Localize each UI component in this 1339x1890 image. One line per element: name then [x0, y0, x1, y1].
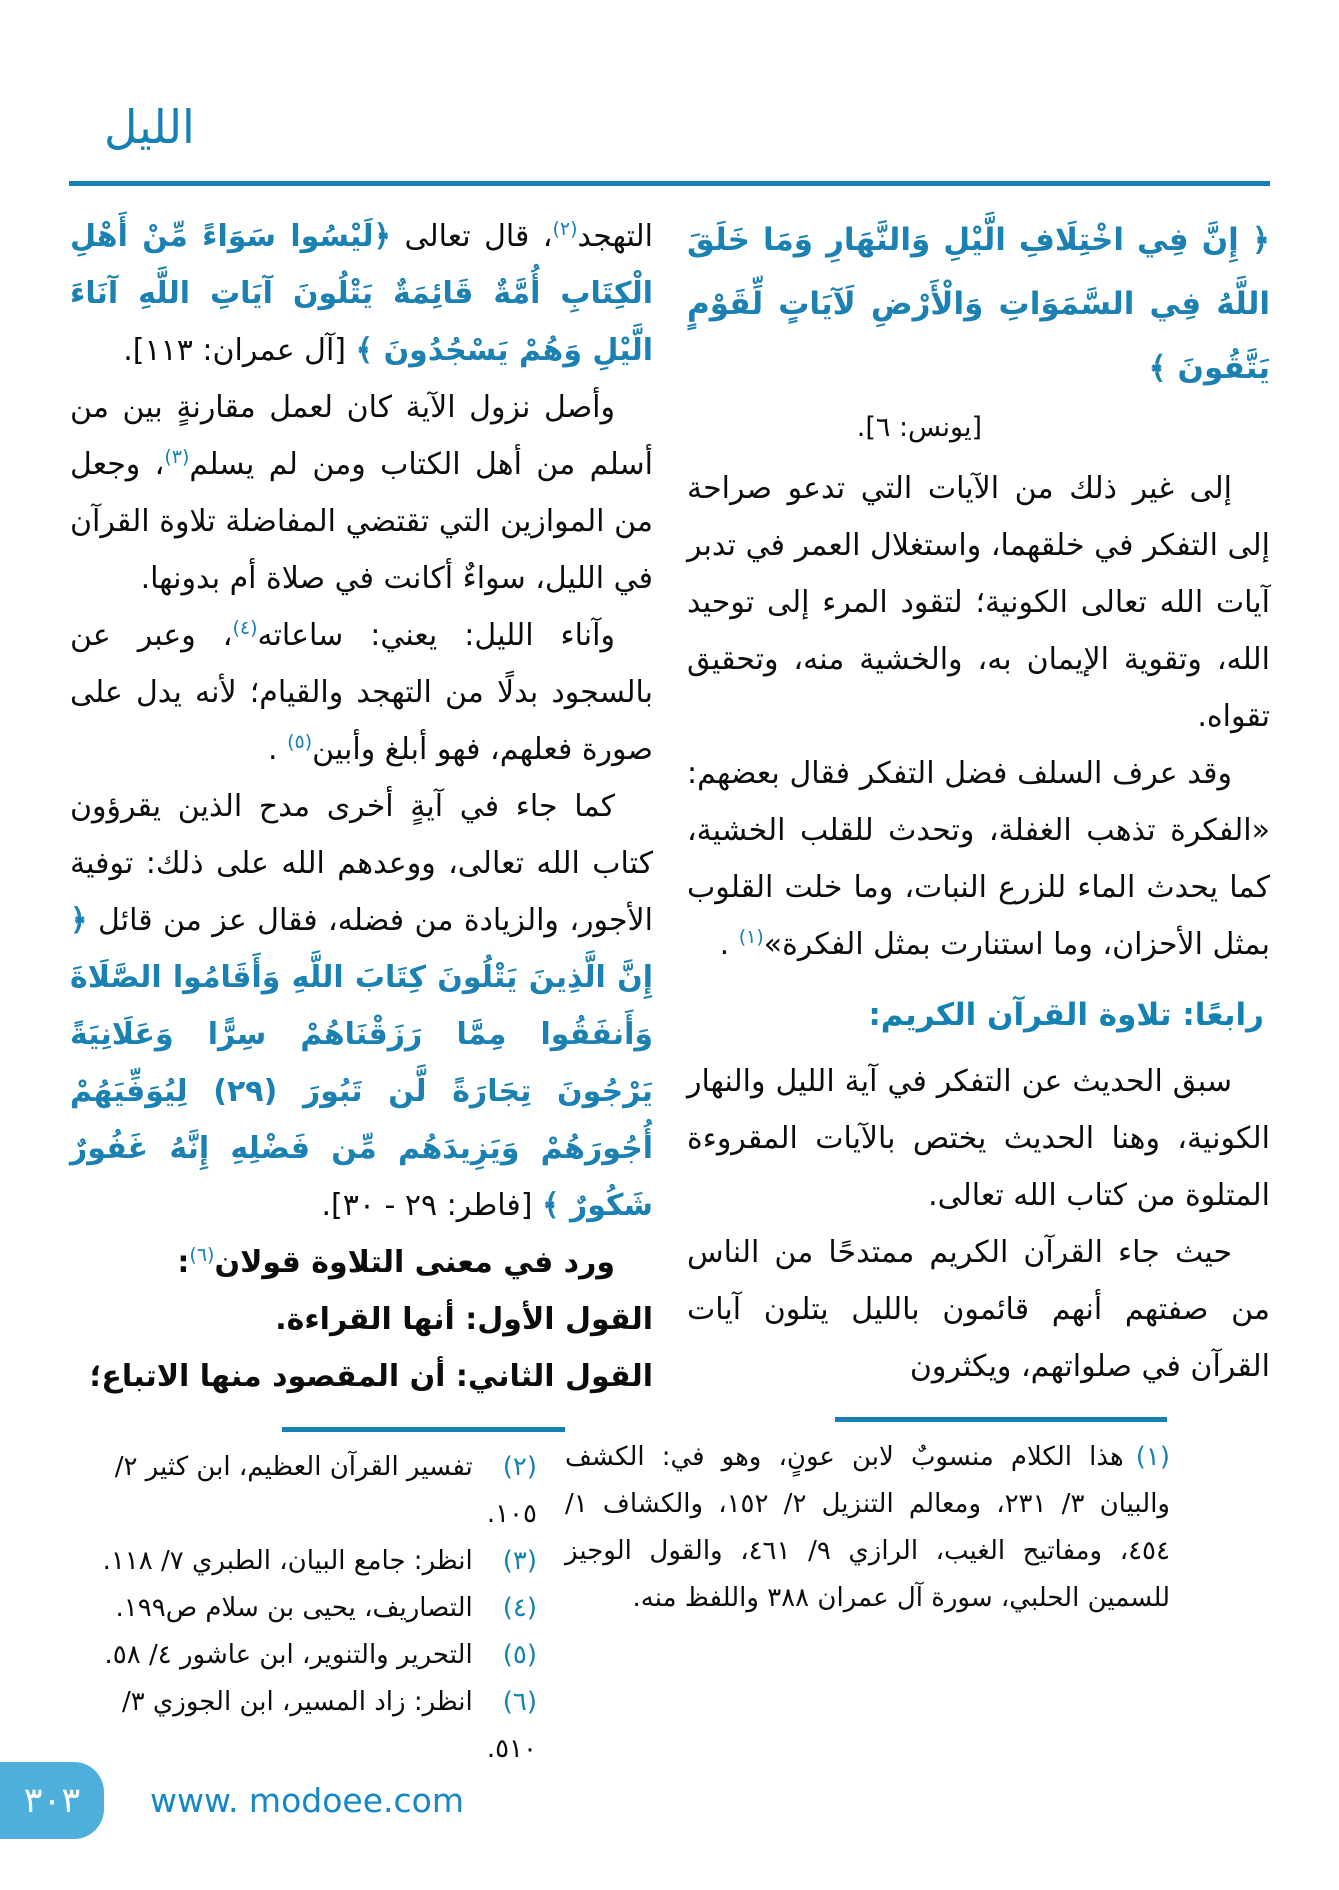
footnote-list — [70, 1444, 537, 1773]
paragraph — [70, 208, 653, 379]
verse-citation: [يونس: ٦]. — [856, 412, 982, 443]
footnote-marker: (١) — [1135, 1442, 1170, 1472]
paragraph — [70, 379, 653, 607]
paragraph-text: . — [268, 732, 288, 767]
header-rule — [69, 181, 1270, 186]
paragraph — [70, 1234, 653, 1291]
footnote-text: التصاريف، يحيى بن سلام ص١٩٩. — [115, 1593, 473, 1623]
footnotes-left — [70, 1427, 653, 1773]
paragraph: حيث جاء القرآن الكريم ممتدحًا من الناس من صفتهم أنهم قائمون بالليل يتلون آيات القرآن في صلواتهم، ويكثرون — [687, 1235, 1270, 1384]
paragraph-text: وآناء الليل: يعني: ساعاته — [257, 618, 615, 653]
footnote-marker: (٤) — [502, 1593, 537, 1623]
website-link[interactable]: www. modoee.com — [150, 1781, 464, 1820]
footnote-marker: (٥) — [502, 1640, 537, 1670]
paragraph-text: وأصل نزول الآية كان لعمل مقارنةٍ بين من أسلم من أهل الكتاب ومن لم يسلم — [70, 390, 653, 482]
footnote-separator — [835, 1417, 1167, 1422]
footnote-ref[interactable]: (٥) — [287, 731, 313, 753]
footnote-marker: (٢) — [502, 1452, 537, 1482]
footnote — [70, 1632, 537, 1679]
footnote-text: انظر: زاد المسير، ابن الجوزي ٣/ ٥١٠. — [121, 1687, 537, 1764]
paragraph-text: التهجد — [577, 219, 653, 254]
verse-citation: [آل عمران: ١١٣]. — [123, 333, 356, 368]
paragraph-text: ، وعبر عن بالسجود بدلًا من التهجد والقيام؛ لأنه يدل على صورة فعلهم، فهو أبلغ وأبين — [70, 618, 653, 767]
footnote-ref[interactable]: (٣) — [164, 446, 190, 468]
footnotes-right — [565, 1417, 1270, 1622]
footnote — [70, 1538, 537, 1585]
footnote-ref[interactable]: (٢) — [552, 218, 578, 240]
quran-verse: ﴿ إِنَّ فِي اخْتِلَافِ الَّيْلِ وَالنَّهَارِ وَمَا خَلَقَ اللَّهُ فِي السَّمَوَاتِ وَالْأَرْضِ لَآيَاتٍ لِّقَوْمٍ يَتَّقُونَ ﴾ — [687, 222, 1270, 386]
verse-citation: [فاطر: ٢٩ - ٣٠]. — [321, 1188, 542, 1223]
footnote-ref[interactable]: (٤) — [232, 617, 258, 639]
paragraph-text: ورد في معنى التلاوة قولان — [214, 1245, 615, 1280]
footnote — [70, 1585, 537, 1632]
footnote-marker: (٣) — [502, 1546, 537, 1576]
footnote — [70, 1444, 537, 1538]
page-number: ٣٠٣ — [23, 1780, 81, 1821]
footnote-text: هذا الكلام منسوبٌ لابن عونٍ، وهو في: الكشف والبيان ٣/ ٢٣١، ومعالم التنزيل ٢/ ١٥٢، والكشاف ١/ ٤٥٤، ومفاتيح الغيب، الرازي ٩/ ٤٦١، والقول الوجيز للسمين الحلبي، سورة آل عمران ٣٨٨ واللفظ منه. — [565, 1442, 1170, 1613]
footnote — [70, 1679, 537, 1773]
footnote — [565, 1434, 1170, 1622]
footnote-text: انظر: جامع البيان، الطبري ٧/ ١١٨. — [102, 1546, 473, 1576]
footnote-marker: (٦) — [502, 1687, 537, 1717]
column-left — [70, 208, 653, 1773]
paragraph: سبق الحديث عن التفكر في آية الليل والنهار الكونية، وهنا الحديث يختص بالآيات المقروءة المتلوة من كتاب الله تعالى. — [687, 1064, 1270, 1213]
opinion-second: القول الثاني: أن المقصود منها الاتباع؛ — [89, 1359, 653, 1394]
footnote-text: تفسير القرآن العظيم، ابن كثير ٢/ ١٠٥. — [114, 1452, 537, 1529]
section-heading: رابعًا: تلاوة القرآن الكريم: — [868, 997, 1264, 1033]
paragraph — [70, 607, 653, 778]
paragraph-text: كما جاء في آيةٍ أخرى مدح الذين يقرؤون كتاب الله تعالى، ووعدهم الله على ذلك: توفية الأجور، والزيادة من فضله، فقال عز من قائل — [70, 789, 653, 938]
paragraph — [687, 745, 1270, 973]
paragraph-text: ، وجعل من الموازين التي تقتضي المفاضلة تلاوة القرآن في الليل، سواءٌ أكانت في صلاة أم بدونها. — [70, 447, 653, 596]
paragraph-text: ، قال تعالى — [391, 219, 553, 254]
paragraph-text: : — [177, 1245, 190, 1280]
page-number-badge — [0, 1762, 104, 1839]
page-title: الليل — [104, 100, 195, 154]
footnote-ref[interactable]: (٦) — [189, 1244, 215, 1266]
footnote-text: التحرير والتنوير، ابن عاشور ٤/ ٥٨. — [104, 1640, 473, 1670]
paragraph — [70, 778, 653, 1234]
quran-verse-inline: ﴿ إِنَّ الَّذِينَ يَتْلُونَ كِتَابَ اللَّهِ وَأَقَامُوا الصَّلَاةَ وَأَنفَقُوا مِمَّا رَزَقْنَاهُمْ سِرًّا وَعَلَانِيَةً يَرْجُونَ تِجَارَةً لَّن تَبُورَ (٢٩) لِيُوَفِّيَهُمْ أُجُورَهُمْ وَيَزِيدَهُم مِّن فَضْلِهِ إِنَّهُ غَفُورٌ شَكُورٌ ﴾ — [70, 903, 653, 1223]
quran-verse-inline: ﴿لَيْسُوا سَوَاءً مِّنْ أَهْلِ الْكِتَابِ أُمَّةٌ قَائِمَةٌ يَتْلُونَ آيَاتِ اللَّهِ آنَاءَ الَّيْلِ وَهُمْ يَسْجُدُونَ ﴾ — [70, 219, 653, 368]
paragraph-text: وقد عرف السلف فضل التفكر فقال بعضهم: «الفكرة تذهب الغفلة، وتحدث للقلب الخشية، كما يحدث الماء للزرع النبات، وما خلت القلوب بمثل الأحزان، وما استنارت بمثل الفكرة» — [687, 756, 1270, 962]
paragraph-text: . — [719, 927, 739, 962]
opinion-first: القول الأول: أنها القراءة. — [275, 1302, 653, 1337]
paragraph: إلى غير ذلك من الآيات التي تدعو صراحة إلى التفكر في خلقهما، واستغلال العمر في تدبر آيات الله تعالى الكونية؛ لتقود المرء إلى توحيد الله، وتقوية الإيمان به، والخشية منه، وتحقيق تقواه. — [687, 471, 1270, 734]
footnote-ref[interactable]: (١) — [738, 926, 764, 948]
footnote-separator — [282, 1427, 565, 1432]
text-columns — [69, 208, 1270, 1773]
